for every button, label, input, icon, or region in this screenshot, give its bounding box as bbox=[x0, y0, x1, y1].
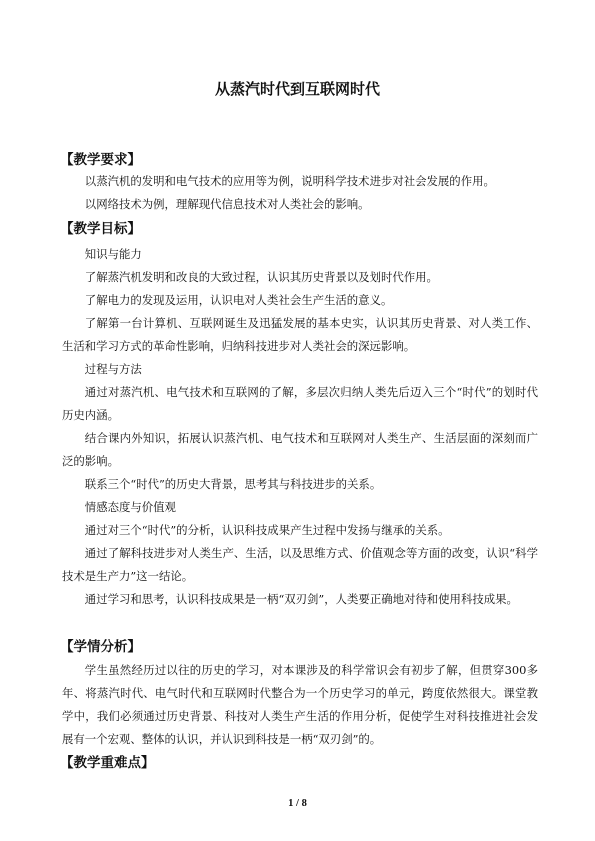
objectives-paragraph: 联系三个“时代”的历史大背景，思考其与科技进步的关系。 bbox=[84, 477, 382, 491]
page-number: 1 / 8 bbox=[288, 798, 307, 809]
objectives-subheading: 情感态度与价值观 bbox=[84, 500, 176, 514]
objectives-subheading: 知识与能力 bbox=[84, 247, 142, 261]
objectives-paragraph: 通过对蒸汽机、电气技术和互联网的了解，多层次归纳人类先后迈入三个“时代”的划时代历史内涵。 bbox=[62, 385, 538, 422]
section-heading-analysis: 【学情分析】 bbox=[60, 639, 141, 655]
objectives-paragraph: 通过了解科技进步对人类生产、生活，以及思维方式、价值观念等方面的改变，认识“科学技术是生产力”这一结论。 bbox=[62, 546, 538, 583]
objectives-paragraph: 通过对三个“时代”的分析，认识科技成果产生过程中发扬与继承的关系。 bbox=[84, 523, 450, 537]
objectives-subheading: 过程与方法 bbox=[84, 362, 142, 376]
objectives-paragraph: 了解蒸汽机发明和改良的大致过程，认识其历史背景以及划时代作用。 bbox=[84, 270, 438, 284]
section-heading-key-points: 【教学重难点】 bbox=[60, 755, 155, 771]
analysis-paragraph: 学生虽然经历过以往的历史的学习，对本课涉及的科学常识会有初步了解，但贯穿300多年、将蒸汽时代、电气时代和互联网时代整合为一个历史学习的单元，跨度依然很大。课堂教学中，我们必须通过历史背景、科技对人类生产生活的作用分析，促使学生对科技推进社会发展有一个宏观、整体的认识，并认识到科技是一柄“双刃剑”的。 bbox=[62, 663, 538, 746]
objectives-paragraph: 通过学习和思考，认识科技成果是一柄“双刃剑”，人类要正确地对待和使用科技成果。 bbox=[84, 592, 518, 606]
objectives-paragraph: 了解电力的发现及运用，认识电对人类社会生产生活的意义。 bbox=[84, 293, 393, 307]
requirements-paragraph: 以蒸汽机的发明和电气技术的应用等为例，说明科学技术进步对社会发展的作用。 bbox=[84, 174, 495, 188]
objectives-paragraph: 了解第一台计算机、互联网诞生及迅猛发展的基本史实，认识其历史背景、对人类工作、生活和学习方式的革命性影响，归纳科技进步对人类社会的深远影响。 bbox=[62, 316, 538, 353]
objectives-paragraph: 结合课内外知识，拓展认识蒸汽机、电气技术和互联网对人类生产、生活层面的深刻而广泛的影响。 bbox=[62, 431, 538, 468]
document-title: 从蒸汽时代到互联网时代 bbox=[214, 80, 380, 98]
section-heading-objectives: 【教学目标】 bbox=[60, 221, 141, 237]
section-heading-requirements: 【教学要求】 bbox=[60, 152, 141, 168]
requirements-paragraph: 以网络技术为例，理解现代信息技术对人类社会的影响。 bbox=[84, 197, 370, 211]
